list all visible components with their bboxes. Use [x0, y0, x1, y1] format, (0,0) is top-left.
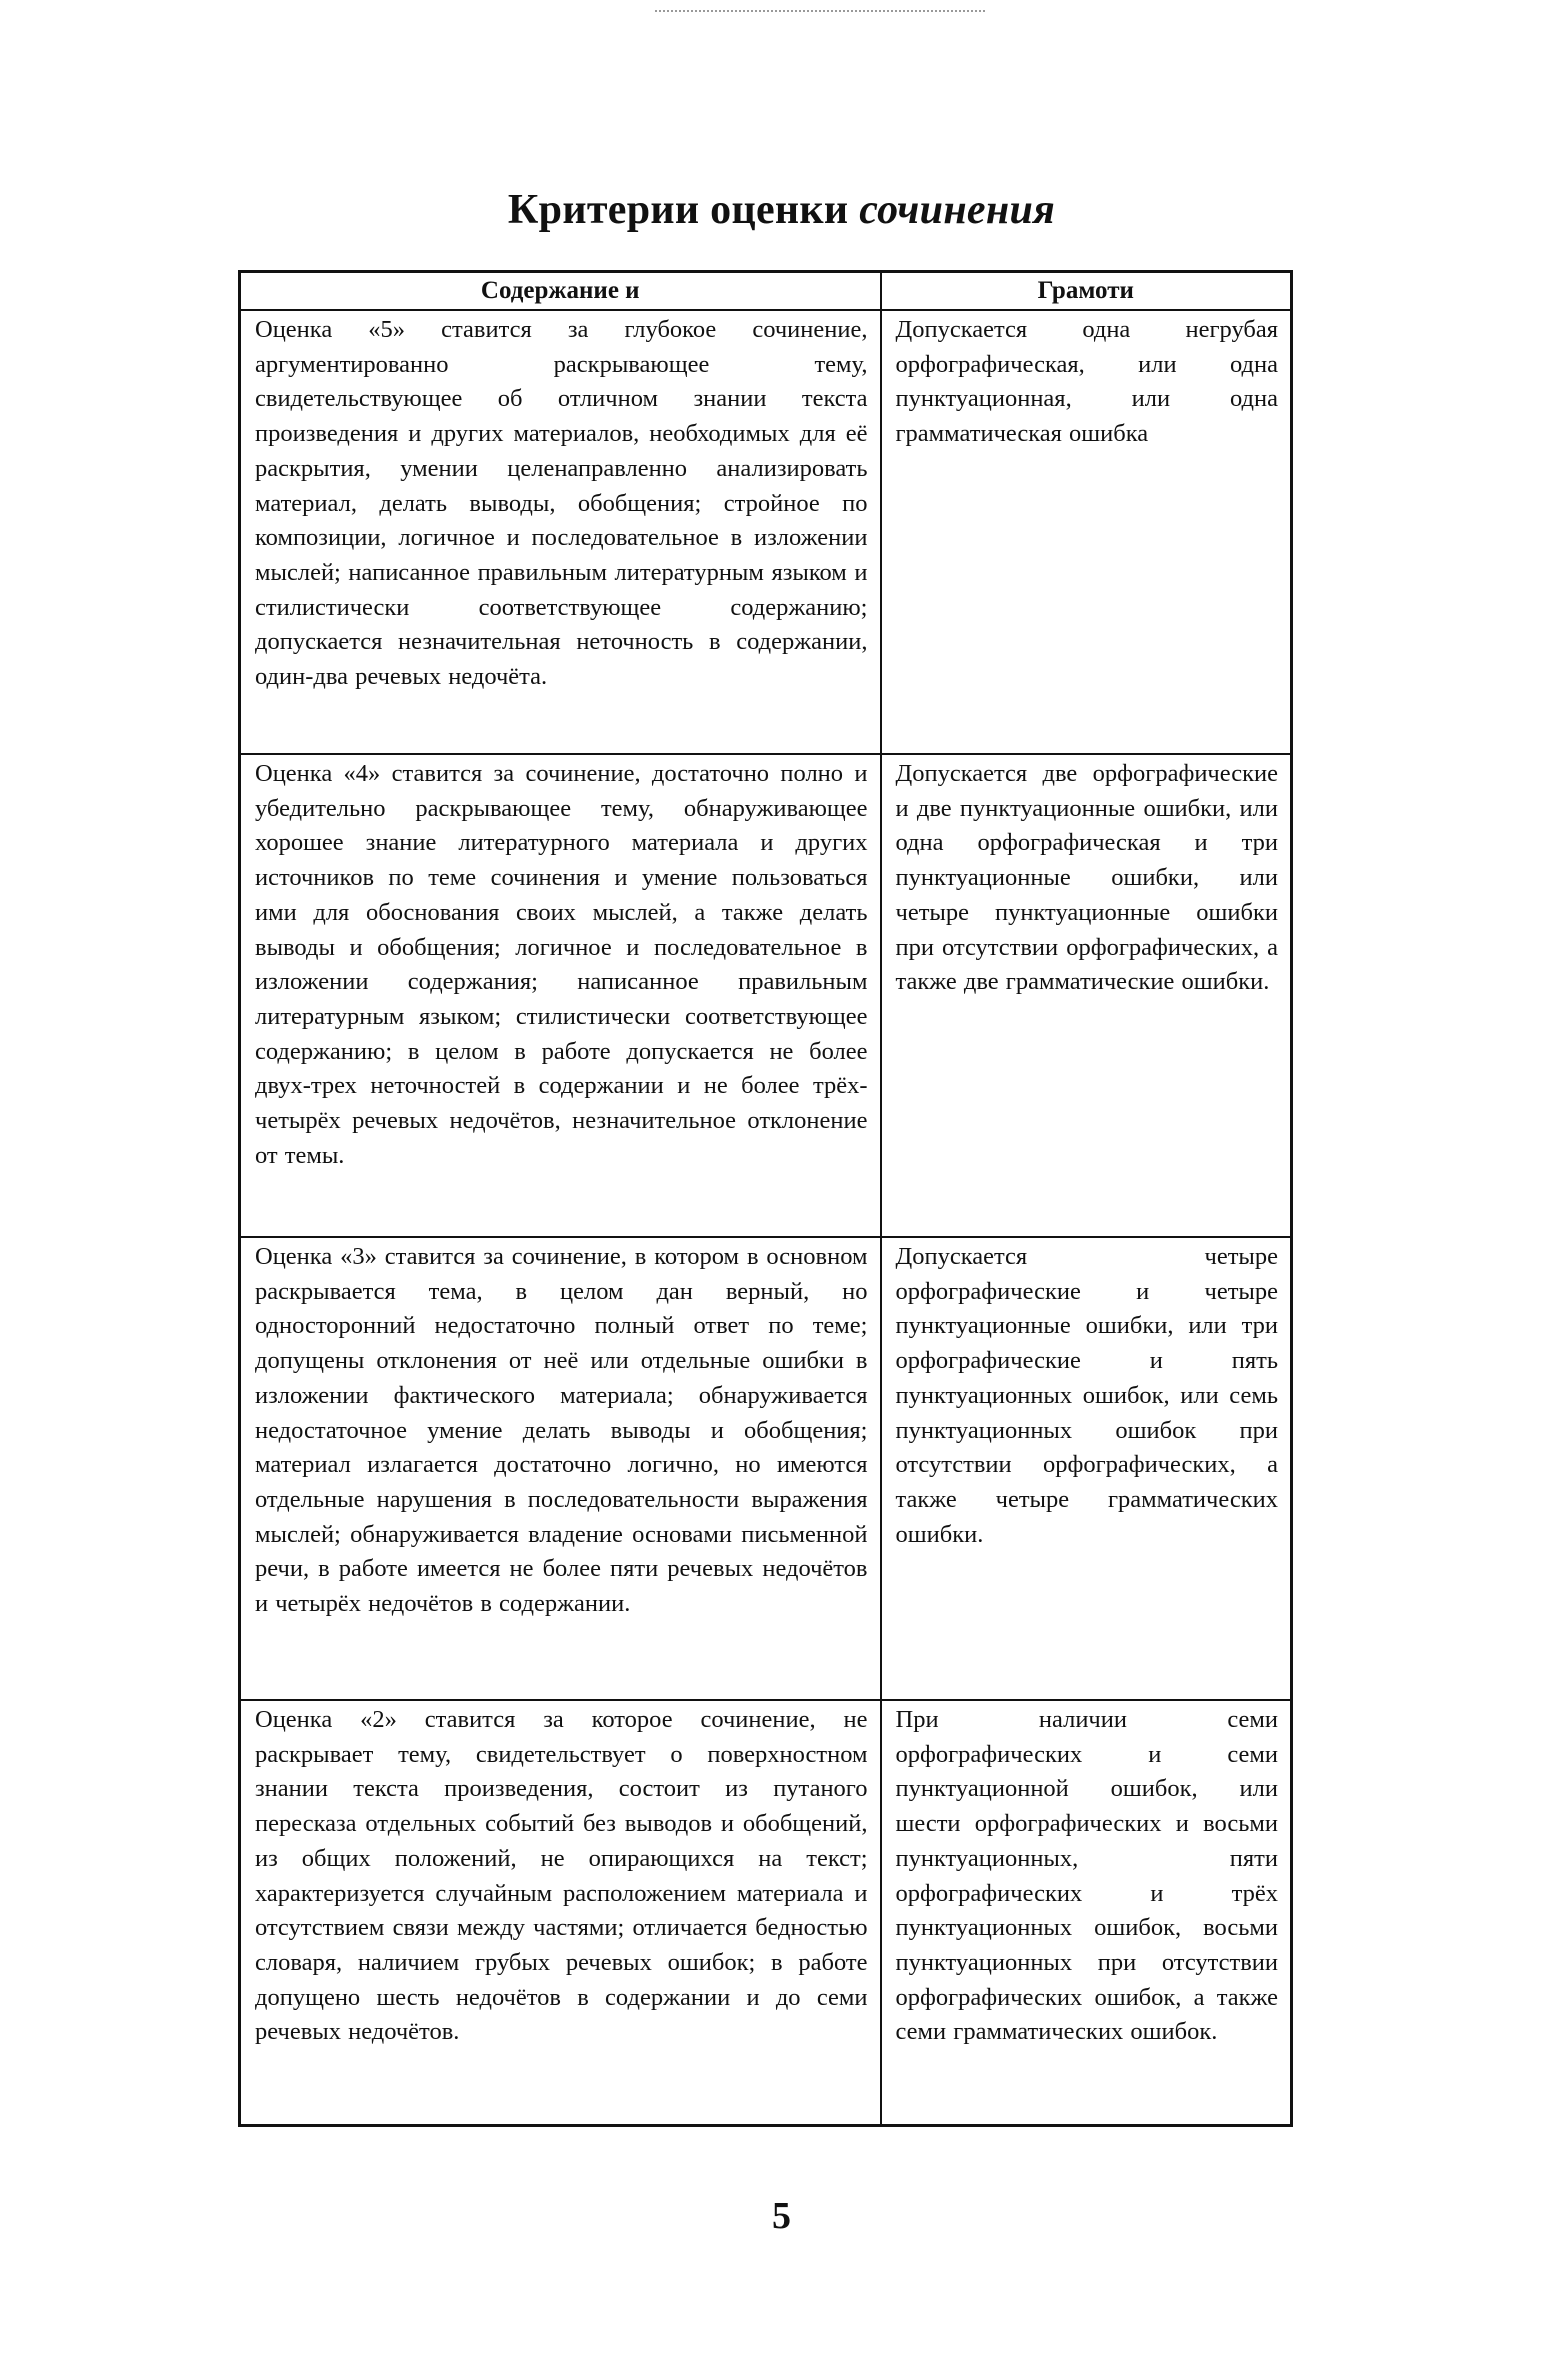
grade-2-content: Оценка «2» ставится за которое сочинение, не раскрывает тему, свидетельствует о поверхностном знании текста произведения, состоит из путаного пересказа отдельных событий без выводов и обобщений, из общих положений, не опирающихся на текст; характеризуется случайным расположением материала и отсутствием связи между частями; отличается бедностью словаря, наличием грубых речевых ошибок; в работе допущено шесть недочётов в содержании и до семи речевых недочётов.: [240, 1700, 881, 2125]
table-row: [240, 310, 1292, 754]
criteria-table: [238, 270, 1293, 2127]
page-number: 5: [772, 2195, 791, 2237]
table-row: [240, 754, 1292, 1237]
table-header-row: [240, 272, 1292, 311]
grade-5-content: Оценка «5» ставится за глубокое сочинение, аргументированно раскрывающее тему, свидетельствующее об отличном знании текста произведения и других материалов, необходимых для её раскрытия, умении целенаправленно анализировать материал, делать выводы, обобщения; стройное по композиции, логичное и последовательное в изложении мыслей; написанное правильным литературным языком и стилистически соответствующее содержанию; допускается незначительная неточность в содержании, один-два речевых недочёта.: [240, 310, 881, 754]
table-row: [240, 1237, 1292, 1700]
page-title: [0, 186, 1563, 234]
title-emphasis: сочинения: [859, 187, 1056, 234]
grade-4-content: Оценка «4» ставится за сочинение, достаточно полно и убедительно раскрывающее тему, обнаруживающее хорошее знание литературного материала и других источников по теме сочинения и умение пользоваться ими для обоснования своих мыслей, а также делать выводы и обобщения; логичное и последовательное в изложении содержания; написанное правильным литературным языком; стилистически соответствующее содержанию; в целом в работе допускается не более двух-трех неточностей в содержании и не более трёх-четырёх речевых недочётов, незначительное отклонение от темы.: [240, 754, 881, 1237]
grade-4-literacy: Допускается две орфографические и две пунктуационные ошибки, или одна орфографическая и три пунктуационные ошибки, или четыре пунктуационные ошибки при отсутствии орфографических, а также две грамматические ошибки.: [881, 754, 1292, 1237]
grade-3-literacy: Допускается четыре орфографические и четыре пунктуационные ошибки, или три орфографические и пять пунктуационных ошибок, или семь пунктуационных ошибок при отсутствии орфографических, а также четыре грамматических ошибки.: [881, 1237, 1292, 1700]
grade-5-literacy: Допускается одна негрубая орфографическая, или одна пунктуационная, или одна грамматическая ошибка: [881, 310, 1292, 754]
header-literacy: Грамоти: [881, 272, 1292, 311]
grade-2-literacy: При наличии семи орфографических и семи пунктуационной ошибок, или шести орфографических и восьми пунктуационных, пяти орфографических и трёх пунктуационных ошибок, восьми пунктуационных при отсутствии орфографических ошибок, а также семи грамматических ошибок.: [881, 1700, 1292, 2125]
top-edge-mark: [655, 10, 985, 15]
grade-3-content: Оценка «3» ставится за сочинение, в котором в основном раскрывается тема, в целом дан верный, но односторонний недостаточно полный ответ по теме; допущены отклонения от неё или отдельные ошибки в изложении фактического материала; обнаруживается недостаточное умение делать выводы и обобщения; материал излагается достаточно логично, но имеются отдельные нарушения в последовательности выражения мыслей; обнаруживается владение основами письменной речи, в работе имеется не более пяти речевых недочётов и четырёх недочётов в содержании.: [240, 1237, 881, 1700]
title-main: Критерии оценки: [507, 187, 849, 234]
header-content: Содержание и: [240, 272, 881, 311]
table-row: [240, 1700, 1292, 2125]
